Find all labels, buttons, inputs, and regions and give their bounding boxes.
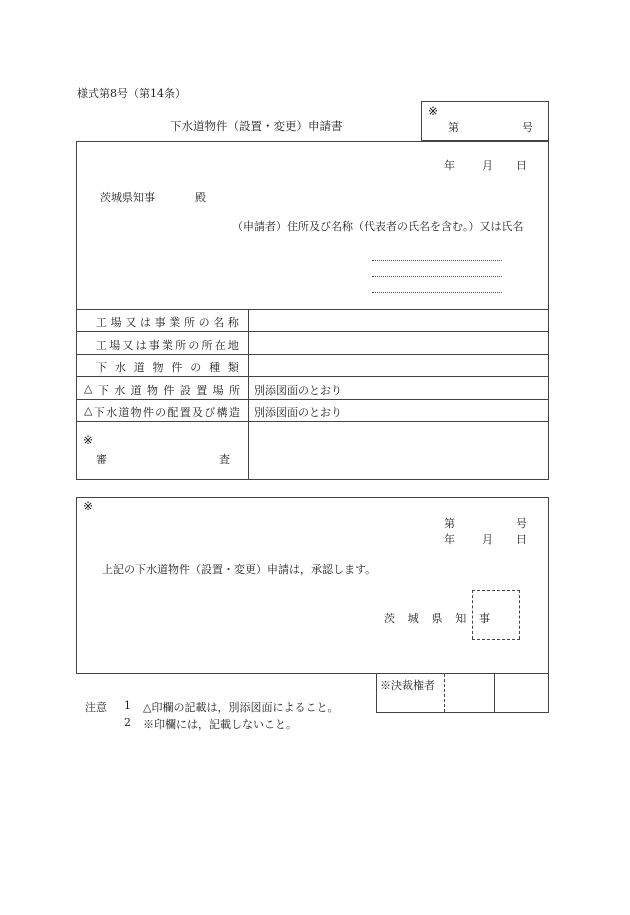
row-divider [76,331,549,332]
form-title: 下水道物件（設置・変更）申請書 [170,119,343,133]
table-top-rule [76,309,549,310]
date-month: 月 [482,159,493,172]
approval-go: 号 [516,517,527,530]
approval-year: 年 [444,533,455,546]
applicant-label: （申請者）住所及び名称（代表者の氏名を含む。）又は氏名 [232,220,524,233]
note-1-text: △印欄の記載は，別添図面によること。 [143,701,339,714]
date-day: 日 [516,159,527,172]
row-divider [76,354,549,355]
note-2-text: ※印欄には，記載しないこと。 [143,718,297,731]
seal-box-left [472,590,473,639]
applicant-address-line[interactable] [372,260,502,261]
approval-box [76,497,549,674]
decision-divider [494,674,495,712]
date-year: 年 [444,159,455,172]
approval-dai: 第 [444,517,455,530]
row-label-layout-structure: △ 下 水 道 物 件 の 配 置 及 び 構 造 [84,404,240,419]
row-divider [76,376,549,377]
seal-box-right [519,590,520,639]
reception-go: 号 [522,121,533,134]
decision-authority-label: ※決裁権者 [380,679,435,692]
approval-statement: 上記の下水道物件（設置・変更）申請は，承認します。 [102,563,377,576]
seal-box-bottom [472,639,520,640]
review-label-right: 査 [219,453,230,466]
notes-heading: 注意 [85,701,107,714]
row-label-object-type: 下 水 道 物 件 の 種 類 [96,361,239,374]
approval-month: 月 [482,533,493,546]
note-1-number: 1 [124,699,131,712]
reception-mark: ※ [428,104,439,118]
row-value-installation-site[interactable]: 別添図面のとおり [254,384,342,397]
row-value-layout-structure[interactable]: 別添図面のとおり [254,406,342,419]
review-mark: ※ [83,433,94,447]
reception-dai: 第 [448,121,459,134]
note-2-number: 2 [124,716,131,729]
form-number-label: 様式第8号（第14条） [77,87,186,100]
row-label-installation-site: △ 下 水 道 物 件 設 置 場 所 [84,382,240,397]
review-label-left: 審 [96,453,107,466]
applicant-name-line[interactable] [372,276,502,277]
row-divider [76,399,549,400]
approval-day: 日 [516,533,527,546]
addressee-dono: 殿 [195,191,206,204]
row-divider [76,421,549,422]
applicant-representative-line[interactable] [372,292,502,293]
decision-divider [444,674,445,712]
approval-mark: ※ [83,499,94,513]
seal-box-top [472,590,520,591]
reception-number-box [421,101,549,141]
addressee-name: 茨城県知事 [100,191,155,204]
row-label-facility-name: 工 場 又 は 事 業 所 の 名 称 [96,316,239,329]
column-divider [248,309,249,480]
governor-signature: 茨 城 県 知 事 [384,612,490,625]
row-label-facility-location: 工 場 又 は 事 業 所 の 所 在 地 [96,339,239,352]
review-value[interactable] [254,430,539,472]
